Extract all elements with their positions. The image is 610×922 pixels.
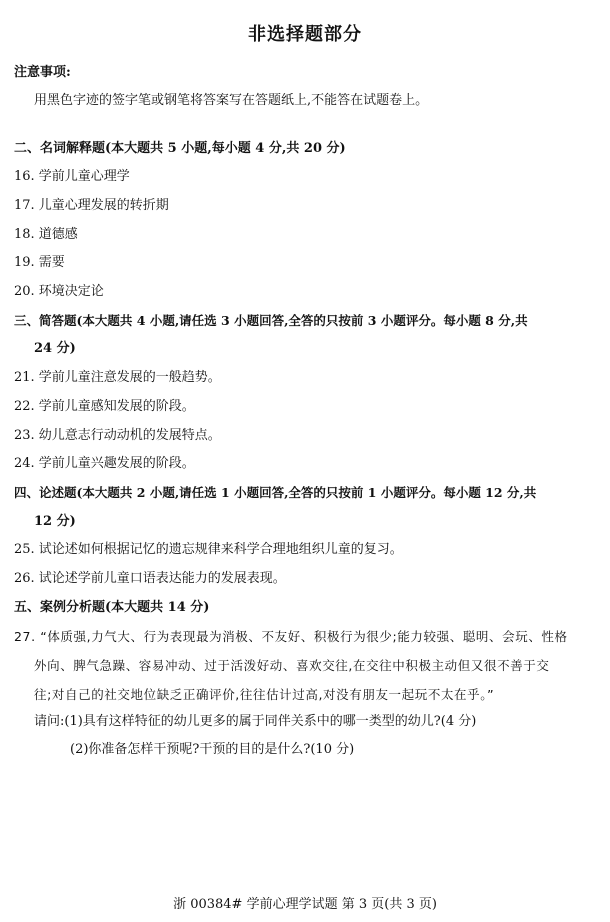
question-27-ask-2: (2)你准备怎样干预呢?干预的目的是什么?(10 分) — [70, 742, 355, 757]
section-5-heading: 五、案例分析题(本大题共 14 分) — [14, 600, 210, 615]
question-23: 23. 幼儿意志行动动机的发展特点。 — [14, 428, 221, 443]
section-3-heading: 三、简答题(本大题共 4 小题,请任选 3 小题回答,全答的只按前 3 小题评分。每小题 8 分,共 — [14, 313, 528, 328]
question-17: 17. 儿童心理发展的转折期 — [14, 198, 169, 213]
question-22: 22. 学前儿童感知发展的阶段。 — [14, 399, 195, 414]
question-19: 19. 需要 — [14, 255, 65, 270]
question-27-line-2: 外向、脾气急躁、容易冲动、过于活泼好动、喜欢交往,在交往中积极主动但又很不善于交 — [34, 658, 550, 673]
question-26: 26. 试论述学前儿童口语表达能力的发展表现。 — [14, 571, 286, 586]
question-25: 25. 试论述如何根据记忆的遗忘规律来科学合理地组织儿童的复习。 — [14, 542, 403, 557]
section-4-heading-cont: 12 分) — [34, 514, 76, 529]
question-27-ask-1: 请问:(1)具有这样特征的幼儿更多的属于同伴关系中的哪一类型的幼儿?(4 分) — [34, 714, 477, 729]
question-27-line-1: 27. “体质强,力气大、行为表现最为消极、不友好、积极行为很少;能力较强、聪明、会玩、性格 — [14, 629, 568, 644]
section-4-heading: 四、论述题(本大题共 2 小题,请任选 1 小题回答,全答的只按前 1 小题评分。每小题 12 分,共 — [14, 485, 537, 500]
question-20: 20. 环境决定论 — [14, 284, 104, 299]
section-3-heading-cont: 24 分) — [34, 341, 76, 356]
question-21: 21. 学前儿童注意发展的一般趋势。 — [14, 370, 221, 385]
page-title: 非选择题部分 — [248, 24, 362, 45]
page-footer: 浙 00384# 学前心理学试题 第 3 页(共 3 页) — [173, 897, 437, 912]
section-2-heading: 二、名词解释题(本大题共 5 小题,每小题 4 分,共 20 分) — [14, 141, 346, 156]
notice-text: 用黑色字迹的签字笔或钢笔将答案写在答题纸上,不能答在试题卷上。 — [34, 93, 429, 108]
notice-heading: 注意事项: — [14, 65, 71, 80]
question-24: 24. 学前儿童兴趣发展的阶段。 — [14, 456, 195, 471]
question-18: 18. 道德感 — [14, 227, 78, 242]
question-16: 16. 学前儿童心理学 — [14, 169, 130, 184]
question-27-line-3: 往;对自己的社交地位缺乏正确评价,往往估计过高,对没有朋友一起玩不太在乎。” — [34, 687, 495, 702]
